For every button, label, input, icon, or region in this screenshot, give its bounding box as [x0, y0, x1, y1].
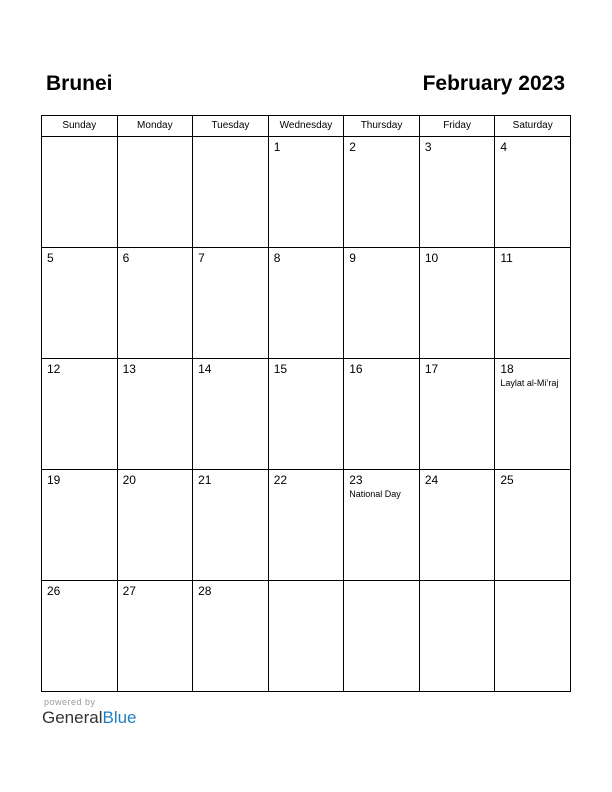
day-number: 27: [122, 584, 136, 598]
day-number: 19: [47, 473, 61, 487]
day-number: 7: [198, 251, 205, 265]
day-cell: [495, 581, 571, 692]
day-cell: [344, 248, 420, 359]
day-number: 2: [349, 140, 356, 154]
day-cell: [42, 248, 118, 359]
day-cell: [419, 248, 495, 359]
day-cell: [193, 470, 269, 581]
day-number: 11: [500, 251, 513, 265]
day-cell: [117, 359, 193, 470]
day-cell: [117, 581, 193, 692]
day-number: 20: [122, 473, 136, 487]
day-number: 6: [122, 251, 130, 265]
weekday-header-sunday: Sunday: [42, 116, 118, 137]
day-cell: [193, 137, 269, 248]
week-row: [42, 248, 571, 359]
day-number: 23: [349, 473, 363, 487]
weekday-header-saturday: Saturday: [495, 116, 571, 137]
weekday-header-wednesday: Wednesday: [268, 116, 344, 137]
day-number: 12: [47, 362, 61, 376]
day-number: 10: [424, 251, 439, 265]
week-row: [42, 137, 571, 248]
day-cell: [419, 359, 495, 470]
day-cell: [495, 470, 571, 581]
day-number: 3: [424, 140, 432, 154]
day-cell: [193, 248, 269, 359]
week-row: [42, 470, 571, 581]
day-cell: [495, 359, 571, 470]
day-number: 24: [424, 473, 439, 487]
day-number: 16: [349, 362, 363, 376]
day-cell: [42, 137, 118, 248]
day-cell: [42, 359, 118, 470]
brand-logo-blue: Blue: [102, 708, 137, 727]
weekday-header-row: [42, 116, 571, 137]
day-cell: [117, 137, 193, 248]
day-cell: [344, 470, 420, 581]
day-number: 8: [273, 251, 281, 265]
day-number: 1: [273, 140, 281, 154]
day-number: 22: [273, 473, 288, 487]
day-cell: [268, 248, 344, 359]
month-year-title: February 2023: [422, 72, 565, 95]
day-cell: [268, 137, 344, 248]
day-number: 18: [500, 362, 514, 376]
weekday-header-tuesday: Tuesday: [193, 116, 269, 137]
weekday-header-thursday: Thursday: [344, 116, 420, 137]
day-cell: [42, 581, 118, 692]
day-number: 21: [198, 473, 212, 487]
powered-by-text: powered by: [44, 697, 96, 707]
day-cell: [344, 137, 420, 248]
brand-logo[interactable]: [42, 707, 137, 729]
country-title: Brunei: [46, 72, 113, 95]
brand-logo-general: General: [42, 708, 103, 727]
day-cell: [268, 359, 344, 470]
day-cell: [268, 581, 344, 692]
day-cell: [42, 470, 118, 581]
weekday-header-monday: Monday: [117, 116, 193, 137]
day-cell: [419, 137, 495, 248]
day-cell: [117, 248, 193, 359]
week-row: [42, 359, 571, 470]
day-cell: [193, 581, 269, 692]
day-cell: [268, 470, 344, 581]
day-cell: [495, 137, 571, 248]
day-cell: [419, 581, 495, 692]
day-number: 28: [198, 584, 212, 598]
calendar-grid: [41, 115, 571, 692]
day-cell: [117, 470, 193, 581]
day-cell: [193, 359, 269, 470]
week-row: [42, 581, 571, 692]
day-cell: [344, 359, 420, 470]
day-number: 15: [273, 362, 288, 376]
holiday-label: National Day: [349, 489, 401, 499]
day-number: 14: [198, 362, 212, 376]
day-number: 17: [424, 362, 439, 376]
holiday-label: Laylat al-Mi’raj: [500, 378, 559, 388]
day-number: 5: [47, 251, 54, 265]
day-number: 13: [122, 362, 136, 376]
day-cell: [419, 470, 495, 581]
day-number: 26: [47, 584, 61, 598]
weekday-header-friday: Friday: [419, 116, 495, 137]
day-cell: [344, 581, 420, 692]
day-number: 9: [349, 251, 356, 265]
day-number: 25: [500, 473, 514, 487]
day-number: 4: [500, 140, 508, 154]
day-cell: [495, 248, 571, 359]
